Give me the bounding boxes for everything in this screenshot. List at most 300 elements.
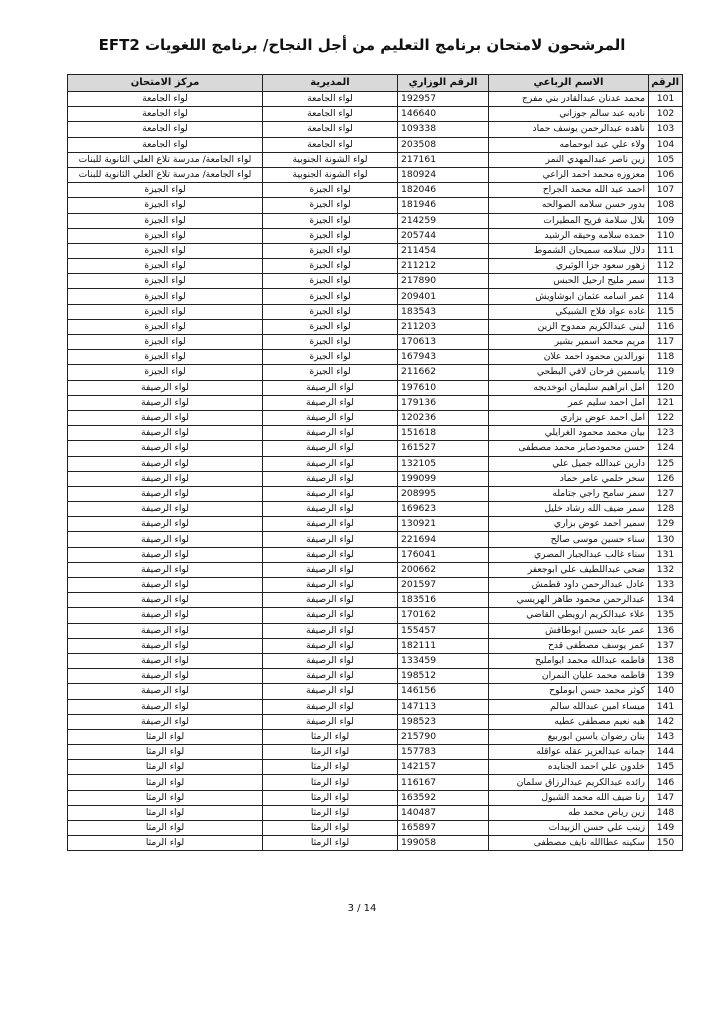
cell-name: دلال سلامه سميحان الشموط — [489, 243, 649, 258]
table-row — [68, 365, 683, 380]
table-body — [68, 92, 683, 851]
cell-number: 117 — [649, 335, 683, 350]
cell-directorate: لواء الرصيفة — [263, 395, 398, 410]
cell-directorate: لواء الرصيفة — [263, 532, 398, 547]
cell-ministry-id: 197610 — [398, 380, 489, 395]
table-row — [68, 167, 683, 182]
cell-exam-center: لواء الجيزة — [68, 198, 263, 213]
cell-directorate: لواء الرصيفة — [263, 578, 398, 593]
table-row — [68, 760, 683, 775]
cell-name: زينب علي حسن الزبيدات — [489, 821, 649, 836]
cell-name: سحر حلمي عامر حماد — [489, 471, 649, 486]
cell-name: امل احمد سليم عمر — [489, 395, 649, 410]
cell-ministry-id: 211662 — [398, 365, 489, 380]
cell-ministry-id: 169623 — [398, 502, 489, 517]
cell-directorate: لواء الجيزة — [263, 289, 398, 304]
cell-number: 147 — [649, 790, 683, 805]
cell-number: 121 — [649, 395, 683, 410]
cell-directorate: لواء الرمثا — [263, 836, 398, 851]
cell-ministry-id: 198512 — [398, 669, 489, 684]
cell-exam-center: لواء الجيزة — [68, 304, 263, 319]
table-row — [68, 714, 683, 729]
cell-directorate: لواء الرصيفة — [263, 410, 398, 425]
cell-number: 145 — [649, 760, 683, 775]
cell-directorate: لواء الرصيفة — [263, 456, 398, 471]
cell-name: دارين عبدالله جميل علي — [489, 456, 649, 471]
cell-name: احمد عبد الله محمد الجراح — [489, 183, 649, 198]
table-row — [68, 122, 683, 137]
cell-name: ياسمين فرحان لافي البطحي — [489, 365, 649, 380]
table-row — [68, 289, 683, 304]
cell-name: محمد عدنان عبدالقادر بني مفرج — [489, 92, 649, 107]
cell-exam-center: لواء الرمثا — [68, 775, 263, 790]
table-row — [68, 380, 683, 395]
cell-exam-center: لواء الرصيفة — [68, 638, 263, 653]
table-row — [68, 243, 683, 258]
cell-name: بيان محمد محمود الغرايلي — [489, 426, 649, 441]
cell-exam-center: لواء الرمثا — [68, 790, 263, 805]
cell-number: 119 — [649, 365, 683, 380]
cell-directorate: لواء الجيزة — [263, 198, 398, 213]
header-number: الرقم — [649, 75, 683, 92]
cell-directorate: لواء الرصيفة — [263, 684, 398, 699]
cell-name: عادل عبدالرحمن داود قطمش — [489, 578, 649, 593]
cell-ministry-id: 211203 — [398, 319, 489, 334]
cell-number: 109 — [649, 213, 683, 228]
header-name: الاسم الرباعي — [489, 75, 649, 92]
cell-ministry-id: 146156 — [398, 684, 489, 699]
cell-number: 111 — [649, 243, 683, 258]
cell-name: حسن محمودصابر محمد مصطفى — [489, 441, 649, 456]
cell-number: 101 — [649, 92, 683, 107]
cell-directorate: لواء الرصيفة — [263, 669, 398, 684]
cell-number: 105 — [649, 152, 683, 167]
cell-name: سمير احمد عوض بزاري — [489, 517, 649, 532]
cell-exam-center: لواء الرصيفة — [68, 532, 263, 547]
cell-ministry-id: 132105 — [398, 456, 489, 471]
cell-ministry-id: 209401 — [398, 289, 489, 304]
table-row — [68, 456, 683, 471]
table-row — [68, 623, 683, 638]
cell-ministry-id: 151618 — [398, 426, 489, 441]
cell-name: عمر عايد حسين ابوطافش — [489, 623, 649, 638]
cell-ministry-id: 205744 — [398, 228, 489, 243]
table-row — [68, 107, 683, 122]
cell-number: 130 — [649, 532, 683, 547]
cell-name: رائده عبدالكريم عبدالرزاق سلمان — [489, 775, 649, 790]
cell-ministry-id: 165897 — [398, 821, 489, 836]
cell-directorate: لواء الرصيفة — [263, 562, 398, 577]
cell-exam-center: لواء الرصيفة — [68, 486, 263, 501]
cell-number: 108 — [649, 198, 683, 213]
cell-exam-center: لواء الرصيفة — [68, 653, 263, 668]
cell-ministry-id: 109338 — [398, 122, 489, 137]
cell-ministry-id: 170162 — [398, 608, 489, 623]
cell-directorate: لواء الرصيفة — [263, 471, 398, 486]
cell-directorate: لواء الرمثا — [263, 821, 398, 836]
cell-exam-center: لواء الرمثا — [68, 760, 263, 775]
cell-directorate: لواء الجيزة — [263, 365, 398, 380]
cell-ministry-id: 214259 — [398, 213, 489, 228]
cell-directorate: لواء الجيزة — [263, 274, 398, 289]
cell-ministry-id: 176041 — [398, 547, 489, 562]
cell-name: بنان رضوان ياسين ابوربيع — [489, 729, 649, 744]
cell-number: 104 — [649, 137, 683, 152]
cell-exam-center: لواء الجامعة — [68, 137, 263, 152]
cell-directorate: لواء الرصيفة — [263, 380, 398, 395]
cell-number: 125 — [649, 456, 683, 471]
table-row — [68, 547, 683, 562]
cell-ministry-id: 215790 — [398, 729, 489, 744]
cell-ministry-id: 211454 — [398, 243, 489, 258]
cell-name: عمر يوسف مصطفى قدح — [489, 638, 649, 653]
table-row — [68, 350, 683, 365]
cell-directorate: لواء الجيزة — [263, 304, 398, 319]
table-row — [68, 517, 683, 532]
header-ministry-id: الرقم الوزاري — [398, 75, 489, 92]
table-row — [68, 638, 683, 653]
cell-exam-center: لواء الرصيفة — [68, 410, 263, 425]
cell-name: ميساء امين عبدالله سالم — [489, 699, 649, 714]
cell-number: 149 — [649, 821, 683, 836]
cell-directorate: لواء الجيزة — [263, 350, 398, 365]
cell-exam-center: لواء الرصيفة — [68, 502, 263, 517]
cell-ministry-id: 146640 — [398, 107, 489, 122]
cell-ministry-id: 192957 — [398, 92, 489, 107]
cell-directorate: لواء الرصيفة — [263, 517, 398, 532]
cell-ministry-id: 182111 — [398, 638, 489, 653]
cell-exam-center: لواء الرمثا — [68, 836, 263, 851]
cell-name: زين ناصر عبدالمهدي النمر — [489, 152, 649, 167]
table-row — [68, 699, 683, 714]
cell-directorate: لواء الرصيفة — [263, 441, 398, 456]
cell-directorate: لواء الجيزة — [263, 183, 398, 198]
cell-directorate: لواء الجامعة — [263, 92, 398, 107]
cell-directorate: لواء الجامعة — [263, 122, 398, 137]
cell-name: نورالدين محمود احمد علان — [489, 350, 649, 365]
cell-ministry-id: 116167 — [398, 775, 489, 790]
cell-exam-center: لواء الرصيفة — [68, 547, 263, 562]
cell-ministry-id: 200662 — [398, 562, 489, 577]
cell-exam-center: لواء الرصيفة — [68, 395, 263, 410]
cell-name: سمر سامح راجي جتامله — [489, 486, 649, 501]
table-row — [68, 228, 683, 243]
cell-ministry-id: 120236 — [398, 410, 489, 425]
table-row — [68, 502, 683, 517]
cell-name: ضحى عبداللطيف علي ابوجعفر — [489, 562, 649, 577]
cell-number: 140 — [649, 684, 683, 699]
cell-name: مريم محمد اسمير بشير — [489, 335, 649, 350]
cell-name: بدور حسن سلامه الصوالحه — [489, 198, 649, 213]
cell-ministry-id: 167943 — [398, 350, 489, 365]
cell-directorate: لواء الشونة الجنوبية — [263, 167, 398, 182]
cell-number: 107 — [649, 183, 683, 198]
cell-ministry-id: 183543 — [398, 304, 489, 319]
table-row — [68, 775, 683, 790]
table-header-row — [68, 75, 683, 92]
cell-ministry-id: 208995 — [398, 486, 489, 501]
cell-name: رنا ضيف الله محمد الشبول — [489, 790, 649, 805]
cell-directorate: لواء الرصيفة — [263, 623, 398, 638]
table-row — [68, 562, 683, 577]
cell-ministry-id: 163592 — [398, 790, 489, 805]
page-title: المرشحون لامتحان برنامج التعليم من أجل النجاح/ برنامج اللغويات EFT2 — [98, 36, 626, 54]
table-row — [68, 608, 683, 623]
cell-number: 113 — [649, 274, 683, 289]
cell-name: بلال سلامة فريح المطيرات — [489, 213, 649, 228]
cell-number: 133 — [649, 578, 683, 593]
cell-number: 143 — [649, 729, 683, 744]
cell-directorate: لواء الجيزة — [263, 213, 398, 228]
cell-directorate: لواء الرصيفة — [263, 486, 398, 501]
table-row — [68, 471, 683, 486]
table-row — [68, 410, 683, 425]
cell-ministry-id: 182046 — [398, 183, 489, 198]
cell-number: 142 — [649, 714, 683, 729]
cell-exam-center: لواء الجامعة — [68, 92, 263, 107]
cell-name: ناهده عبدالرحمن يوسف حماد — [489, 122, 649, 137]
cell-number: 102 — [649, 107, 683, 122]
candidates-table — [67, 74, 683, 851]
cell-number: 106 — [649, 167, 683, 182]
cell-number: 146 — [649, 775, 683, 790]
cell-name: معزوزه محمد احمد الراعي — [489, 167, 649, 182]
table-row — [68, 304, 683, 319]
table-row — [68, 426, 683, 441]
cell-directorate: لواء الرصيفة — [263, 699, 398, 714]
table-row — [68, 593, 683, 608]
table-row — [68, 669, 683, 684]
cell-ministry-id: 133459 — [398, 653, 489, 668]
table-row — [68, 274, 683, 289]
cell-exam-center: لواء الرصيفة — [68, 608, 263, 623]
cell-directorate: لواء الجيزة — [263, 335, 398, 350]
cell-ministry-id: 183516 — [398, 593, 489, 608]
cell-directorate: لواء الجامعة — [263, 107, 398, 122]
cell-ministry-id: 217890 — [398, 274, 489, 289]
table-row — [68, 578, 683, 593]
cell-ministry-id: 211212 — [398, 259, 489, 274]
cell-exam-center: لواء الجيزة — [68, 319, 263, 334]
cell-name: علاء عبدالكريم ارويطي القاضي — [489, 608, 649, 623]
table-row — [68, 92, 683, 107]
cell-number: 126 — [649, 471, 683, 486]
cell-number: 115 — [649, 304, 683, 319]
cell-name: حمده سلامه وحيقه الرشيد — [489, 228, 649, 243]
cell-name: سناء غالب عبدالجبار المصري — [489, 547, 649, 562]
cell-exam-center: لواء الجيزة — [68, 335, 263, 350]
table-row — [68, 183, 683, 198]
cell-name: هبه نعيم مصطفى عطيه — [489, 714, 649, 729]
cell-number: 122 — [649, 410, 683, 425]
cell-exam-center: لواء الجيزة — [68, 259, 263, 274]
cell-exam-center: لواء الرمثا — [68, 805, 263, 820]
cell-directorate: لواء الرصيفة — [263, 502, 398, 517]
cell-directorate: لواء الرمثا — [263, 790, 398, 805]
cell-exam-center: لواء الرصيفة — [68, 684, 263, 699]
cell-ministry-id: 180924 — [398, 167, 489, 182]
table-row — [68, 259, 683, 274]
cell-exam-center: لواء الجيزة — [68, 365, 263, 380]
cell-ministry-id: 203508 — [398, 137, 489, 152]
table-row — [68, 319, 683, 334]
cell-number: 112 — [649, 259, 683, 274]
table-row — [68, 137, 683, 152]
table-row — [68, 653, 683, 668]
cell-number: 132 — [649, 562, 683, 577]
cell-exam-center: لواء الجيزة — [68, 289, 263, 304]
cell-number: 131 — [649, 547, 683, 562]
table-row — [68, 821, 683, 836]
cell-ministry-id: 217161 — [398, 152, 489, 167]
cell-name: جمانه عبدالعزيز عقله عواقله — [489, 745, 649, 760]
cell-directorate: لواء الجيزة — [263, 319, 398, 334]
cell-name: زهور سعود جزا الوثيري — [489, 259, 649, 274]
cell-number: 123 — [649, 426, 683, 441]
cell-number: 136 — [649, 623, 683, 638]
cell-directorate: لواء الجيزة — [263, 228, 398, 243]
table-row — [68, 335, 683, 350]
cell-exam-center: لواء الرمثا — [68, 745, 263, 760]
header-directorate: المديرية — [263, 75, 398, 92]
cell-exam-center: لواء الجيزة — [68, 350, 263, 365]
cell-exam-center: لواء الرصيفة — [68, 441, 263, 456]
cell-exam-center: لواء الرصيفة — [68, 562, 263, 577]
table-row — [68, 395, 683, 410]
cell-name: سمر ضيف الله رشاد خليل — [489, 502, 649, 517]
table-row — [68, 805, 683, 820]
cell-ministry-id: 161527 — [398, 441, 489, 456]
page-number: 3 / 14 — [347, 903, 377, 914]
cell-exam-center: لواء الرصيفة — [68, 669, 263, 684]
cell-exam-center: لواء الجامعة — [68, 122, 263, 137]
cell-exam-center: لواء الرصيفة — [68, 593, 263, 608]
cell-ministry-id: 140487 — [398, 805, 489, 820]
cell-number: 128 — [649, 502, 683, 517]
cell-number: 138 — [649, 653, 683, 668]
cell-number: 129 — [649, 517, 683, 532]
cell-exam-center: لواء الرمثا — [68, 821, 263, 836]
table-row — [68, 441, 683, 456]
table-row — [68, 729, 683, 744]
cell-number: 118 — [649, 350, 683, 365]
cell-name: زين رياض محمد طه — [489, 805, 649, 820]
cell-ministry-id: 142157 — [398, 760, 489, 775]
cell-directorate: لواء الرصيفة — [263, 638, 398, 653]
cell-directorate: لواء الرصيفة — [263, 608, 398, 623]
cell-ministry-id: 130921 — [398, 517, 489, 532]
cell-exam-center: لواء الرمثا — [68, 729, 263, 744]
table-row — [68, 745, 683, 760]
cell-name: عبدالرحمن محمود طاهر الهريسي — [489, 593, 649, 608]
cell-name: امل ابراهيم سليمان ابوخديجه — [489, 380, 649, 395]
cell-name: فاطمه محمد عليان النمران — [489, 669, 649, 684]
cell-ministry-id: 199099 — [398, 471, 489, 486]
cell-exam-center: لواء الجامعة — [68, 107, 263, 122]
cell-exam-center: لواء الرصيفة — [68, 380, 263, 395]
cell-ministry-id: 179136 — [398, 395, 489, 410]
cell-directorate: لواء الرصيفة — [263, 426, 398, 441]
cell-name: سناء حسين موسى صالح — [489, 532, 649, 547]
cell-directorate: لواء الجيزة — [263, 259, 398, 274]
cell-name: سكينه عطاالله نايف مصطفى — [489, 836, 649, 851]
cell-exam-center: لواء الرصيفة — [68, 471, 263, 486]
table-row — [68, 486, 683, 501]
cell-exam-center: لواء الرصيفة — [68, 714, 263, 729]
cell-name: لبنى عبدالكريم ممدوح الزين — [489, 319, 649, 334]
cell-directorate: لواء الرصيفة — [263, 653, 398, 668]
cell-directorate: لواء الرمثا — [263, 745, 398, 760]
header-exam-center: مركز الامتحان — [68, 75, 263, 92]
cell-directorate: لواء الرمثا — [263, 775, 398, 790]
cell-ministry-id: 147113 — [398, 699, 489, 714]
cell-exam-center: لواء الرصيفة — [68, 456, 263, 471]
cell-directorate: لواء الرصيفة — [263, 547, 398, 562]
cell-number: 134 — [649, 593, 683, 608]
cell-exam-center: لواء الجامعة/ مدرسة تلاع العلي الثانوية للبنات — [68, 167, 263, 182]
cell-exam-center: لواء الرصيفة — [68, 578, 263, 593]
cell-directorate: لواء الشونة الجنوبية — [263, 152, 398, 167]
cell-directorate: لواء الجامعة — [263, 137, 398, 152]
cell-exam-center: لواء الرصيفة — [68, 699, 263, 714]
cell-exam-center: لواء الجيزة — [68, 243, 263, 258]
cell-directorate: لواء الرمثا — [263, 760, 398, 775]
table-row — [68, 532, 683, 547]
cell-exam-center: لواء الجيزة — [68, 228, 263, 243]
cell-number: 150 — [649, 836, 683, 851]
table-row — [68, 836, 683, 851]
cell-exam-center: لواء الجيزة — [68, 183, 263, 198]
cell-directorate: لواء الجيزة — [263, 243, 398, 258]
cell-directorate: لواء الرصيفة — [263, 714, 398, 729]
cell-exam-center: لواء الرصيفة — [68, 426, 263, 441]
cell-number: 110 — [649, 228, 683, 243]
cell-number: 137 — [649, 638, 683, 653]
cell-number: 127 — [649, 486, 683, 501]
cell-number: 103 — [649, 122, 683, 137]
cell-ministry-id: 181946 — [398, 198, 489, 213]
cell-name: ولاء علي عبد ابوحمامه — [489, 137, 649, 152]
table-row — [68, 684, 683, 699]
cell-number: 144 — [649, 745, 683, 760]
cell-name: خلدون علي احمد الجنايده — [489, 760, 649, 775]
cell-number: 120 — [649, 380, 683, 395]
cell-name: عمر اسامه عثمان ابوشاويش — [489, 289, 649, 304]
cell-exam-center: لواء الجيزة — [68, 213, 263, 228]
cell-ministry-id: 201597 — [398, 578, 489, 593]
cell-name: امل احمد عوض بزاري — [489, 410, 649, 425]
cell-number: 124 — [649, 441, 683, 456]
cell-ministry-id: 155457 — [398, 623, 489, 638]
cell-exam-center: لواء الرصيفة — [68, 517, 263, 532]
cell-number: 116 — [649, 319, 683, 334]
cell-exam-center: لواء الجيزة — [68, 274, 263, 289]
cell-directorate: لواء الرمثا — [263, 805, 398, 820]
table-row — [68, 152, 683, 167]
cell-ministry-id: 221694 — [398, 532, 489, 547]
cell-ministry-id: 199058 — [398, 836, 489, 851]
cell-directorate: لواء الرصيفة — [263, 593, 398, 608]
cell-name: فاطمه عبدالله محمد ابوامليح — [489, 653, 649, 668]
cell-ministry-id: 170613 — [398, 335, 489, 350]
cell-number: 135 — [649, 608, 683, 623]
cell-ministry-id: 157783 — [398, 745, 489, 760]
cell-exam-center: لواء الجامعة/ مدرسة تلاع العلي الثانوية للبنات — [68, 152, 263, 167]
cell-number: 141 — [649, 699, 683, 714]
cell-number: 139 — [649, 669, 683, 684]
table-row — [68, 213, 683, 228]
cell-exam-center: لواء الرصيفة — [68, 623, 263, 638]
